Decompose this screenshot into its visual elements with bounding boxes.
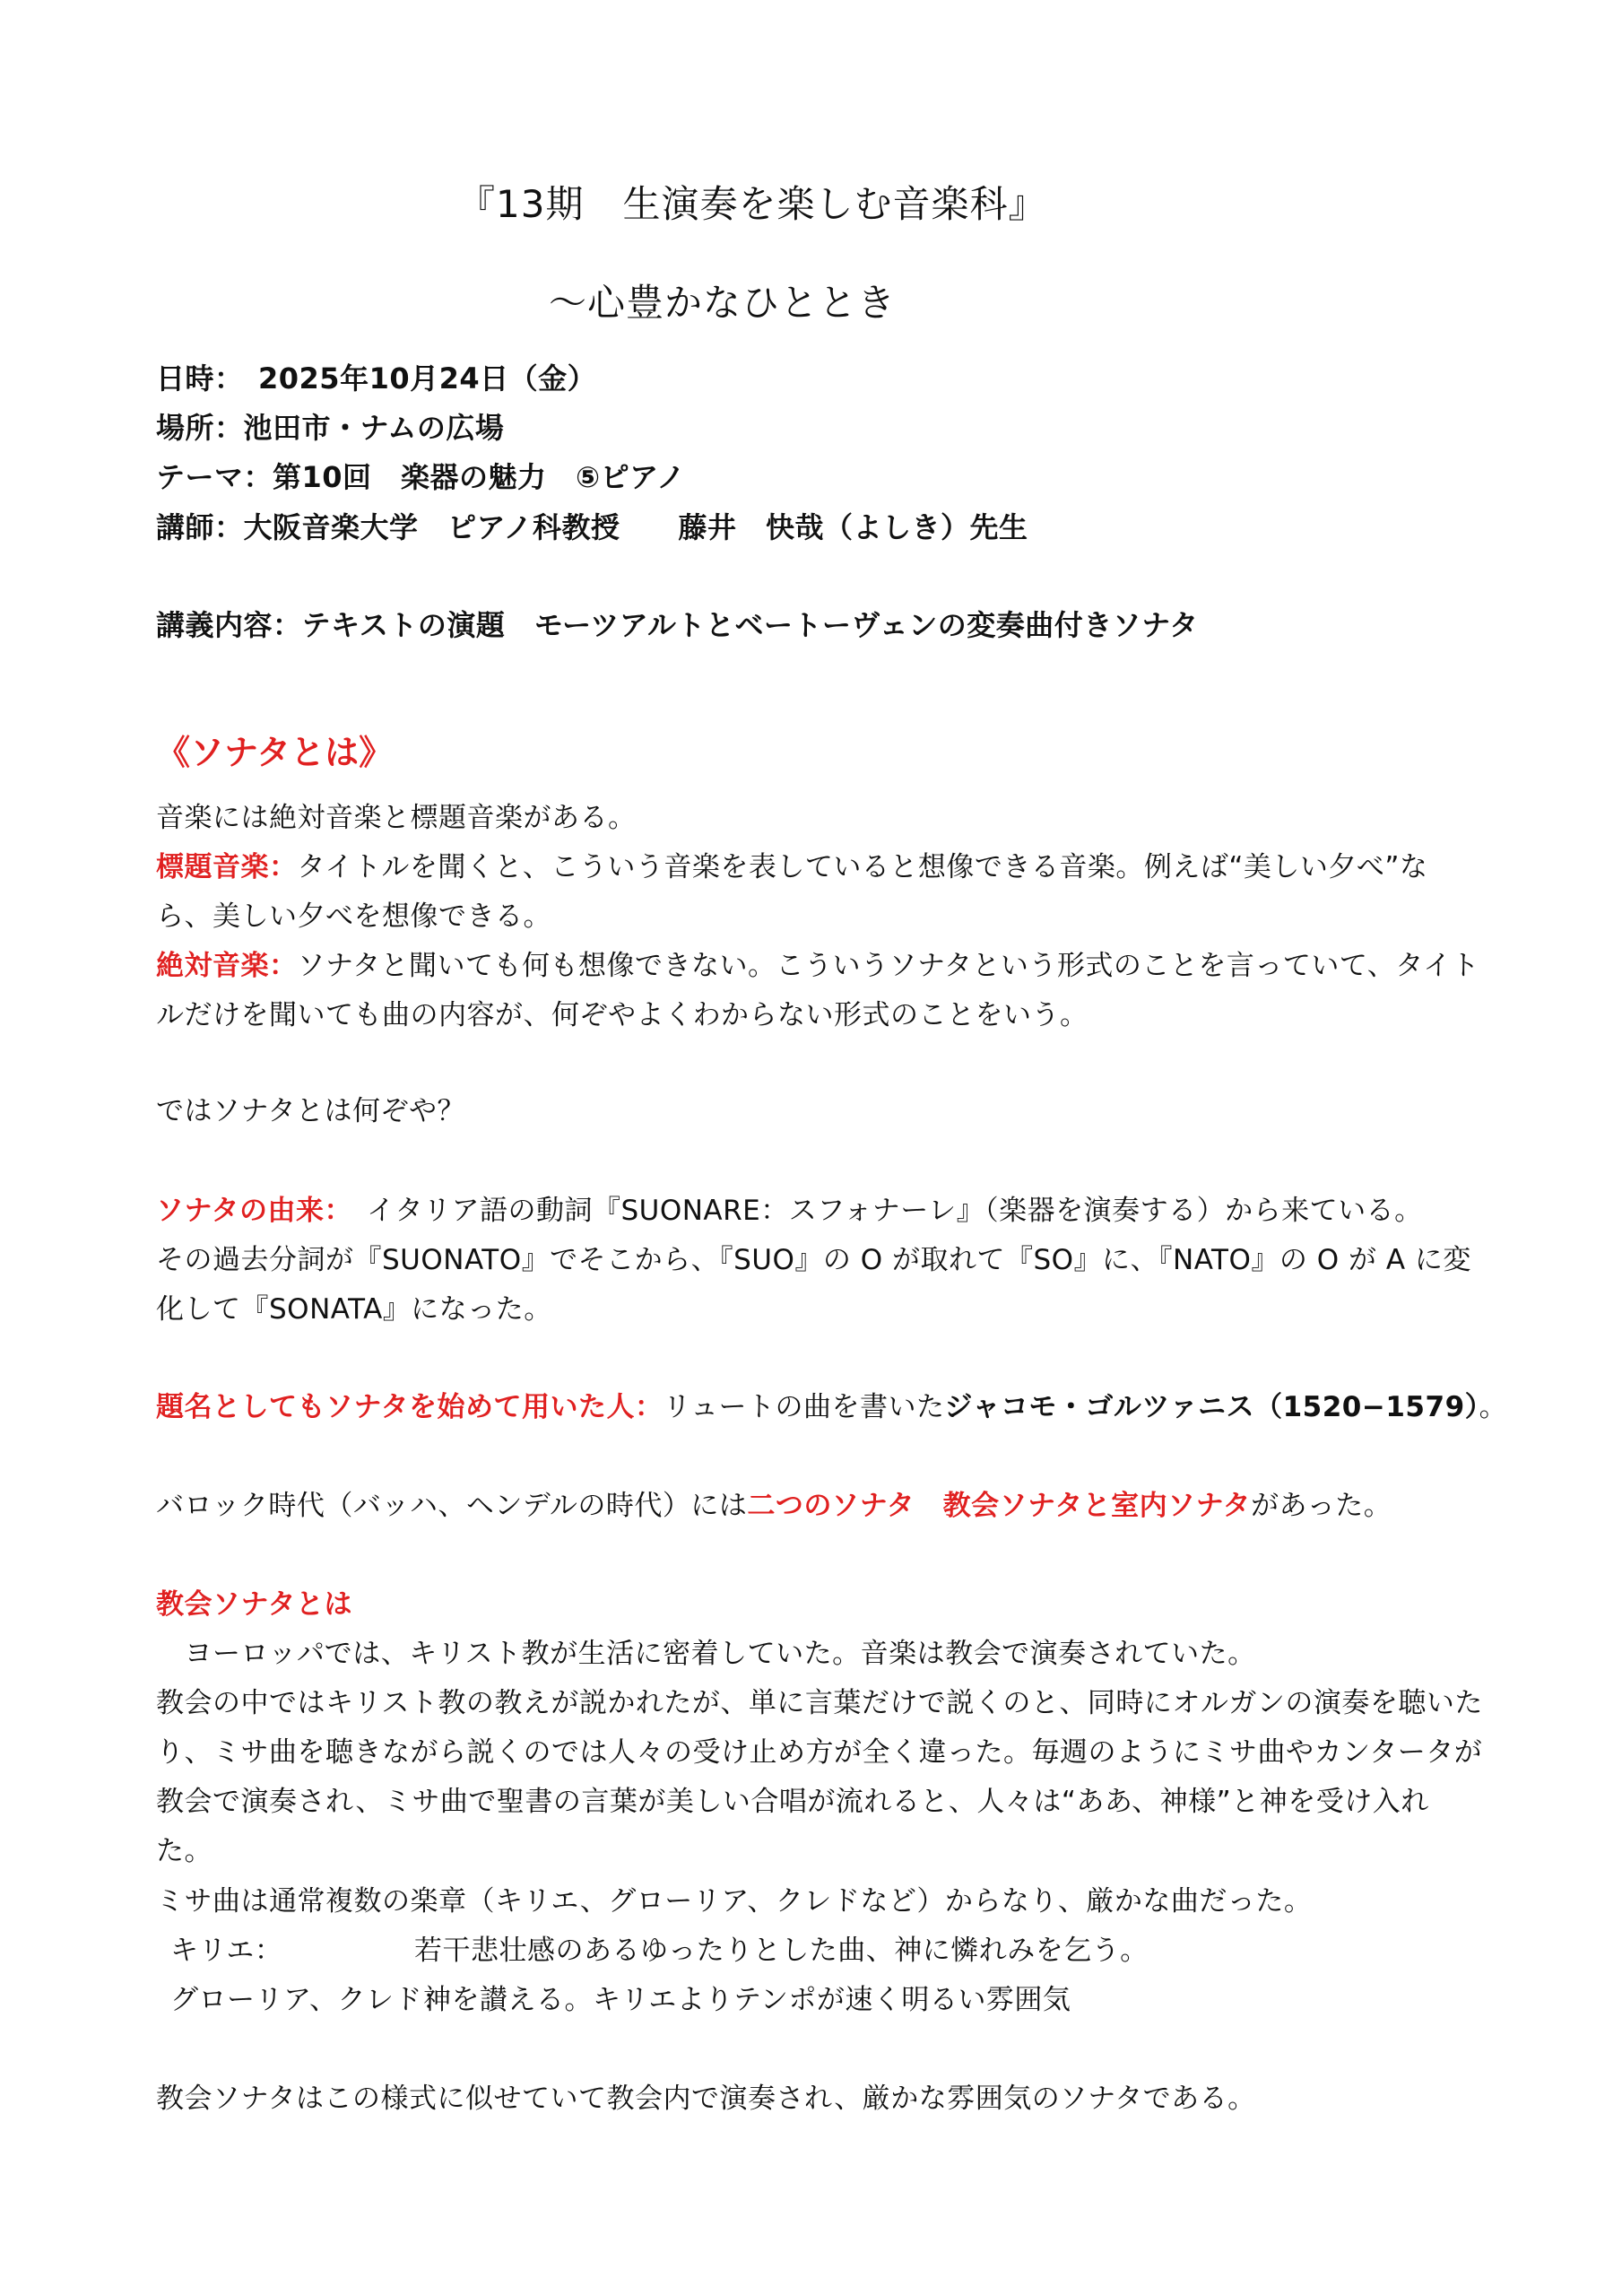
origin-text-1: イタリア語の動詞『SUONARE：スフォナーレ』（楽器を演奏する）から来ている。 (338, 1195, 1423, 1227)
info-lecture-content: 講義内容：テキストの演題 モーツアルトとベートーヴェンの変奏曲付きソナタ (156, 608, 1199, 642)
sonata-question: ではソナタとは何ぞや？ (156, 1095, 465, 1127)
absolute-music-label: 絶対音楽： (156, 950, 298, 982)
intro-paragraph (156, 794, 1483, 1040)
program-music-text: タイトルを聞くと、こういう音楽を表していると想像できる音楽。例えば“美しい夕べ”なら、美しい夕べを想像できる。 (156, 851, 1428, 933)
conclusion-text: 教会ソナタはこの様式に似せていて教会内で演奏され、厳かな雰囲気のソナタである。 (156, 2083, 1256, 2115)
church-sonata-heading: 教会ソナタとは (156, 1588, 352, 1621)
absolute-music-definition (156, 942, 1483, 1040)
church-sonata-paragraph (156, 1580, 1483, 1876)
info-theme: テーマ：第10回 楽器の魅力 ⑤ピアノ (156, 460, 686, 494)
info-date: 日時： 2025年10月24日（金） (156, 361, 597, 396)
origin-line-2: その過去分詞が『SUONATO』でそこから、『SUO』の O が取れて『SO』に、『NATO』の O が A に変化して『SONATA』になった。 (156, 1244, 1471, 1326)
first-user-line (156, 1383, 1507, 1432)
baroque-highlight: 二つのソナタ 教会ソナタと室内ソナタ (747, 1490, 1252, 1522)
first-user-end: 。 (1479, 1391, 1508, 1423)
origin-label: ソナタの由来： (156, 1195, 339, 1227)
gloria-text: 神を讃える。キリエよりテンポが速く明るい雰囲気 (423, 1984, 1071, 2016)
gloria-label: グローリア、クレド： (170, 1984, 451, 2016)
info-place: 場所：池田市・ナムの広場 (156, 411, 505, 445)
info-lecturer: 講師：大阪音楽大学 ピアノ科教授 藤井 快哉（よしき）先生 (156, 510, 1028, 544)
section-heading-sonata: 《ソナタとは》 (156, 733, 394, 772)
origin-paragraph (156, 1187, 1483, 1335)
program-music-label: 標題音楽： (156, 851, 298, 883)
first-user-label: 題名としてもソナタを始めて用いた人： (156, 1391, 664, 1423)
intro-text: 音楽には絶対音楽と標題音楽がある。 (156, 802, 637, 834)
kyrie-label: キリエ： (170, 1935, 283, 1967)
kyrie-text: 若干悲壮感のあるゆったりとした曲、神に憐れみを乞う。 (414, 1935, 1149, 1967)
document-subtitle: ～心豊かなひととき (549, 281, 897, 325)
church-sonata-line-2: 教会の中ではキリスト教の教えが説かれたが、単に言葉だけで説くのと、同時にオルガンの演奏を聴いたり、ミサ曲を聴きながら説くのでは人々の受け止め方が全く違った。毎週のようにミサ曲やカンタータが教会で演奏され、ミサ曲で聖書の言葉が美しい合唱が流れると、人々は“ああ、神様”と神を受け入れた。 (156, 1687, 1483, 1867)
first-user-text: リュートの曲を書いた (663, 1391, 945, 1423)
absolute-music-text: ソナタと聞いても何も想像できない。こういうソナタという形式のことを言っていて、タイトルだけを聞いても曲の内容が、何ぞやよくわからない形式のことをいう。 (156, 950, 1480, 1031)
program-music-definition (156, 843, 1483, 942)
church-sonata-line-1: ヨーロッパでは、キリスト教が生活に密着していた。音楽は教会で演奏されていた。 (156, 1638, 1256, 1670)
first-user-name: ジャコモ・ゴルツァニス（1520−1579） (944, 1391, 1479, 1423)
document-title: 『13期 生演奏を楽しむ音楽科』 (457, 182, 1047, 226)
baroque-line (156, 1482, 1392, 1531)
baroque-text: バロック時代（バッハ、ヘンデルの時代）には (156, 1490, 748, 1522)
mass-intro: ミサ曲は通常複数の楽章（キリエ、グローリア、クレドなど）からなり、厳かな曲だった。 (156, 1885, 1313, 1918)
baroque-end: があった。 (1251, 1490, 1392, 1522)
origin-line-1 (156, 1187, 1483, 1236)
